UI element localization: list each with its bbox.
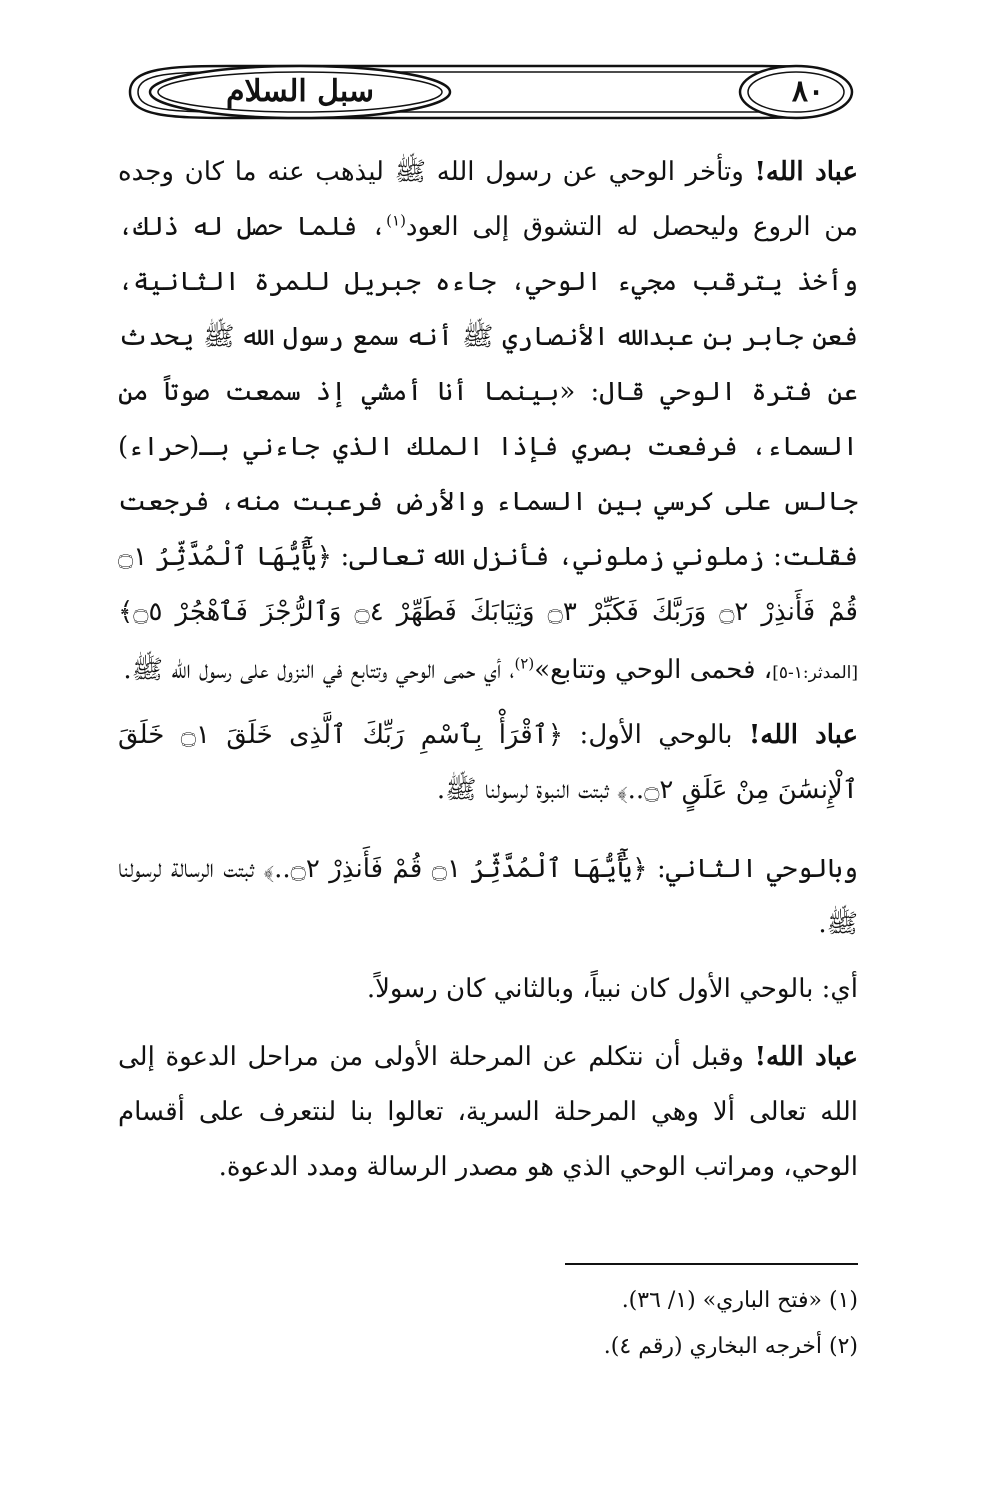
paragraph-3 [118, 842, 898, 952]
quran-verse: ﴿يَٰٓأَيُّهَا ٱلْمُدَّثِّرُ ۝١ قُمْ فَأَنذِرْ ۝٢..﴾ [263, 854, 648, 884]
paragraph-lead: عباد الله! [748, 720, 858, 750]
paragraph-lead: عباد الله! [754, 157, 858, 187]
quran-verse: ﴿ٱقْرَأْ بِٱسْمِ رَبِّكَ ٱلَّذِى خَلَقَ ۝١ خَلَقَ ٱلْإِنسَٰنَ مِنْ عَلَقٍ ۝٢..﴾ [118, 720, 858, 805]
paragraph-2 [118, 708, 858, 818]
footnote-2: (٢) أخرجه البخاري (رقم ٤). [603, 1334, 858, 1359]
page-number: ٨٠ [791, 74, 825, 109]
paragraph-5 [118, 1030, 858, 1195]
footnote-divider [565, 1263, 858, 1265]
paragraph-4 [118, 962, 898, 1017]
footnote-ref-1: (١) [386, 211, 406, 230]
paragraph-text: ، أي حمى الوحي وتتابع في النزول على رسول الله ﷺ. [123, 655, 515, 685]
paragraph-text: ثبتت الرسالة لرسولنا ﷺ. [118, 854, 858, 939]
paragraph-text: بالوحي الأول: [563, 720, 749, 750]
footnotes [118, 1278, 858, 1370]
paragraph-lead: عباد الله! [754, 1042, 858, 1072]
paragraph-text: وقبل أن نتكلم عن المرحلة الأولى من مراحل الدعوة إلى الله تعالى ألا وهي المرحلة السرية، تعالوا بنا لنتعرف على أقسام الوحي، ومراتب الوحي الذي هو مصدر الرسالة ومدد الدعوة. [118, 1042, 858, 1182]
paragraph-1 [118, 145, 858, 701]
surah-reference: [المدثر:١-٥] [772, 663, 858, 683]
quran-verse: ﴿يَٰٓأَيُّهَا ٱلْمُدَّثِّرُ ۝١ قُمْ فَأَنذِرْ ۝٢ وَرَبَّكَ فَكَبِّرْ ۝٣ وَثِيَابَكَ فَطَهِّرْ ۝٤ وَٱلرُّجْزَ فَٱهْجُرْ ۝٥﴾ [118, 542, 858, 627]
footnote-1: (١) «فتح الباري» (١/ ٣٦). [621, 1288, 858, 1313]
running-title: سبل السلام [225, 74, 375, 109]
paragraph-text: ، فلما حصل له ذلك، وأخذ يترقب مجيء الوحي، جاءه جبريل للمرة الثانية، فعن جابر بن عبدالله الأنصاري ﷺ أنه سمع رسول الله ﷺ يحدث عن فترة الوحي قال: «بينما أنا أمشي إذ سمعت صوتاً من السماء، فرفعت بصري فإذا الملك الذي جاءني بـ(حراء) جالس على كرسي بين السماء والأرض فرعبت منه، فرجعت فقلت: زملوني زملوني، فأنزل الله تعالى: [118, 212, 859, 572]
paragraph-text: ثبتت النبوة لرسولنا ﷺ. [436, 775, 617, 805]
paragraph-text: ، فحمى الوحي وتتابع» [534, 655, 773, 685]
paragraph-text: وبالوحي الثاني: [647, 854, 858, 884]
paragraph-text: وتأخر الوحي عن رسول الله ﷺ ليذهب عنه ما كان وجده من الروع وليحصل له التشوق إلى العود [118, 157, 858, 242]
paragraph-text: أي: بالوحي الأول كان نبياً، وبالثاني كان رسولاً. [366, 974, 858, 1004]
page-header [110, 58, 870, 126]
footnote-ref-2: (٢) [514, 654, 535, 673]
